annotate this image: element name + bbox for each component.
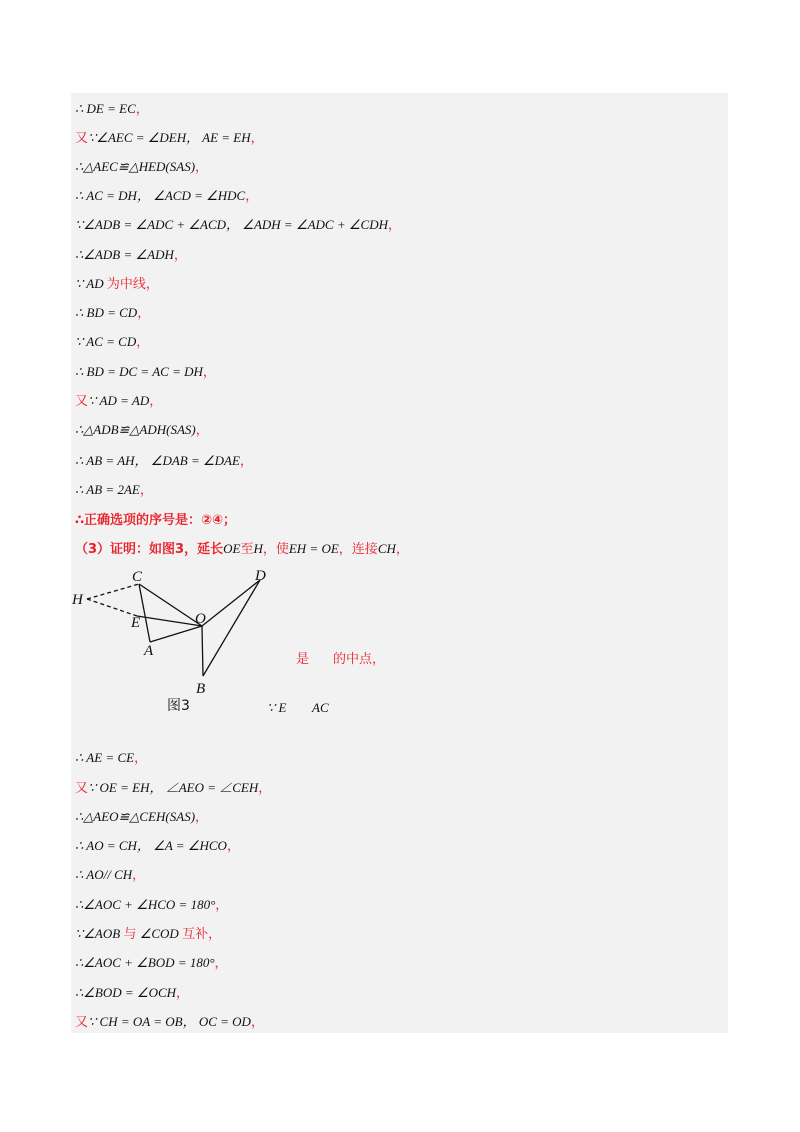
label-h: H	[72, 592, 83, 608]
conclusion-line: ∴正确选项的序号是：②④；	[75, 513, 237, 528]
proof-line: ∴△AEO≌△CEH(SAS)，	[75, 809, 209, 825]
segment-db	[203, 580, 260, 676]
proof-line: ∴∠BOD = ∠OCH，	[75, 985, 190, 1001]
proof-line: ∴∠ADB = ∠ADH，	[75, 247, 187, 263]
proof-line: 又∵ AD = AD，	[75, 393, 163, 409]
label-b: B	[196, 681, 206, 696]
proof-line: ∴△ADB≌△ADH(SAS)，	[75, 422, 209, 438]
segment-ao	[150, 626, 202, 642]
proof-line: ∴ AB = 2AE，	[75, 482, 153, 498]
proof-start-line: （3）证明：如图3，延长OE至H，使EH = OE，连接CH，	[75, 541, 409, 557]
label-a: A	[144, 643, 154, 659]
proof-line: ∴ AO// CH，	[75, 867, 146, 883]
proof-line: ∴ BD = CD，	[75, 305, 151, 321]
proof-line: ∴ AO = CH， ∠A = ∠HCO，	[75, 838, 240, 854]
segment-od	[202, 580, 260, 626]
segment-co	[139, 584, 202, 626]
midpoint-word: 的中点，	[333, 652, 386, 667]
proof-line: ∴ AC = DH， ∠ACD = ∠HDC，	[75, 188, 259, 204]
proof-line: ∴△AEC≌△HED(SAS)，	[75, 159, 209, 175]
proof-line: ∴ AE = CE，	[75, 750, 148, 766]
midpoint-word-is: 是	[296, 652, 310, 667]
segment-ob	[202, 626, 203, 676]
label-d: D	[255, 568, 266, 584]
figure-caption: 图3	[167, 698, 190, 714]
proof-line: ∴∠AOC + ∠BOD = 180°，	[75, 955, 228, 971]
page-sheet	[71, 93, 728, 1033]
label-o: O	[195, 611, 206, 627]
proof-line: 又∵∠AEC = ∠DEH， AE = EH，	[75, 130, 264, 146]
proof-line: ∵ AD 为中线，	[75, 276, 159, 292]
label-e: E	[131, 615, 141, 631]
proof-line: ∵∠ADB = ∠ADC + ∠ACD， ∠ADH = ∠ADC + ∠CDH，	[75, 217, 401, 233]
because-e: ∵ E	[267, 700, 287, 715]
segment-ca	[139, 584, 150, 642]
proof-line: 又∵ CH = OA = OB， OC = OD，	[75, 1014, 264, 1030]
segment-hc-dashed	[87, 584, 139, 599]
proof-line: ∴ DE = EC，	[75, 101, 149, 117]
proof-line: 又∵ OE = EH， ∠AEO = ∠CEH，	[75, 780, 272, 796]
segment-ac-label: AC	[312, 700, 329, 715]
proof-line: ∵∠AOB 与 ∠COD 互补，	[75, 926, 222, 942]
segment-he-dashed	[87, 599, 137, 616]
proof-line: ∵ AC = CD，	[75, 334, 150, 350]
geometry-figure-3	[72, 566, 272, 696]
proof-line: ∴ AB = AH， ∠DAB = ∠DAE，	[75, 453, 253, 469]
label-c: C	[132, 569, 143, 585]
proof-line: ∴∠AOC + ∠HCO = 180°，	[75, 897, 229, 913]
proof-line: ∴ BD = DC = AC = DH，	[75, 364, 216, 380]
